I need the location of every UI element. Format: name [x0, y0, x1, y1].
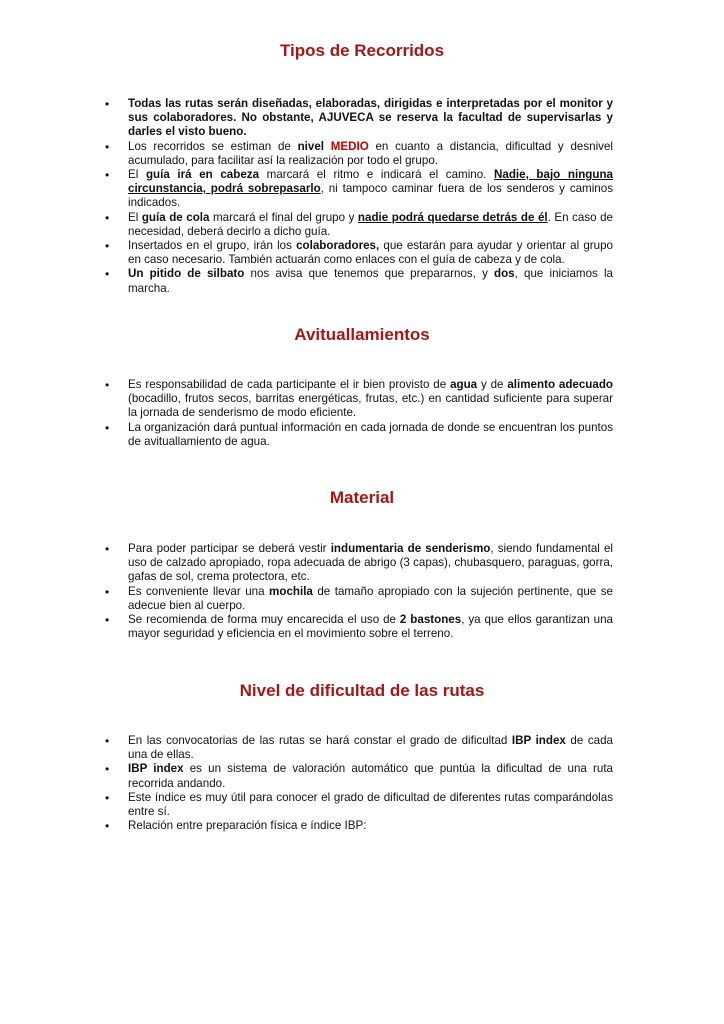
nivel-de-dificultad-list	[105, 734, 613, 833]
list-item: • El guía de cola marcará el final del grupo y nadie podrá quedarse detrás de él. En caso de necesidad, deberá decirlo a dicho guía.	[105, 211, 613, 239]
list-item: • El guía irá en cabeza marcará el ritmo e indicará el camino. Nadie, bajo ninguna circunstancia, podrá sobrepasarlo, ni tampoco caminar fuera de los senderos y caminos indicados.	[105, 168, 613, 211]
section-title-material: Material	[329, 488, 395, 507]
list-item: • Todas las rutas serán diseñadas, elaboradas, dirigidas e interpretadas por el monitor y sus colaboradores. No obstante, AJUVECA se reserva la facultad de supervisarlas y darles el visto bueno.	[105, 97, 613, 140]
list-item: • Relación entre preparación física e índice IBP:	[105, 819, 613, 833]
list-item: • En las convocatorias de las rutas se hará constar el grado de dificultad IBP index de cada una de ellas.	[105, 734, 613, 762]
list-item: • Para poder participar se deberá vestir indumentaria de senderismo, siendo fundamental el uso de calzado apropiado, ropa adecuada de abrigo (3 capas), chubasquero, paraguas, gorra, gafas de sol, crema protectora, etc.	[105, 542, 613, 585]
material-list	[105, 542, 613, 641]
list-item: • Insertados en el grupo, irán los colaboradores, que estarán para ayudar y orientar al grupo en caso necesario. También actuarán como enlaces con el guía de cabeza y de cola.	[105, 239, 613, 267]
list-item: • IBP index es un sistema de valoración automático que puntúa la dificultad de una ruta recorrida andando.	[105, 762, 613, 790]
list-item: • Es responsabilidad de cada participante el ir bien provisto de agua y de alimento adecuado (bocadillo, frutos secos, barritas energéticas, frutas, etc.) en cantidad suficiente para superar la jornada de senderismo de modo eficiente.	[105, 378, 613, 421]
list-item: • La organización dará puntual información en cada jornada de donde se encuentran los puntos de avituallamiento de agua.	[105, 421, 613, 449]
list-item: • Es conveniente llevar una mochila de tamaño apropiado con la sujeción pertinente, que se adecue bien al cuerpo.	[105, 585, 613, 613]
section-title-avituallamientos: Avituallamientos	[294, 325, 430, 344]
avituallamientos-list	[105, 378, 613, 449]
list-item: • Se recomienda de forma muy encarecida el uso de 2 bastones, ya que ellos garantizan una mayor seguridad y eficiencia en el movimiento sobre el terreno.	[105, 613, 613, 641]
list-item: • Un pitido de silbato nos avisa que tenemos que prepararnos, y dos, que iniciamos la marcha.	[105, 267, 613, 295]
section-title-nivel-de-dificultad: Nivel de dificultad de las rutas	[239, 681, 485, 700]
list-item: • Los recorridos se estiman de nivel MEDIO en cuanto a distancia, dificultad y desnivel acumulado, para facilitar así la realización por todo el grupo.	[105, 140, 613, 168]
section-title-tipos-de-recorridos: Tipos de Recorridos	[279, 41, 445, 60]
list-item: • Este índice es muy útil para conocer el grado de dificultad de diferentes rutas comparándolas entre sí.	[105, 791, 613, 819]
tipos-de-recorridos-list	[105, 97, 613, 296]
